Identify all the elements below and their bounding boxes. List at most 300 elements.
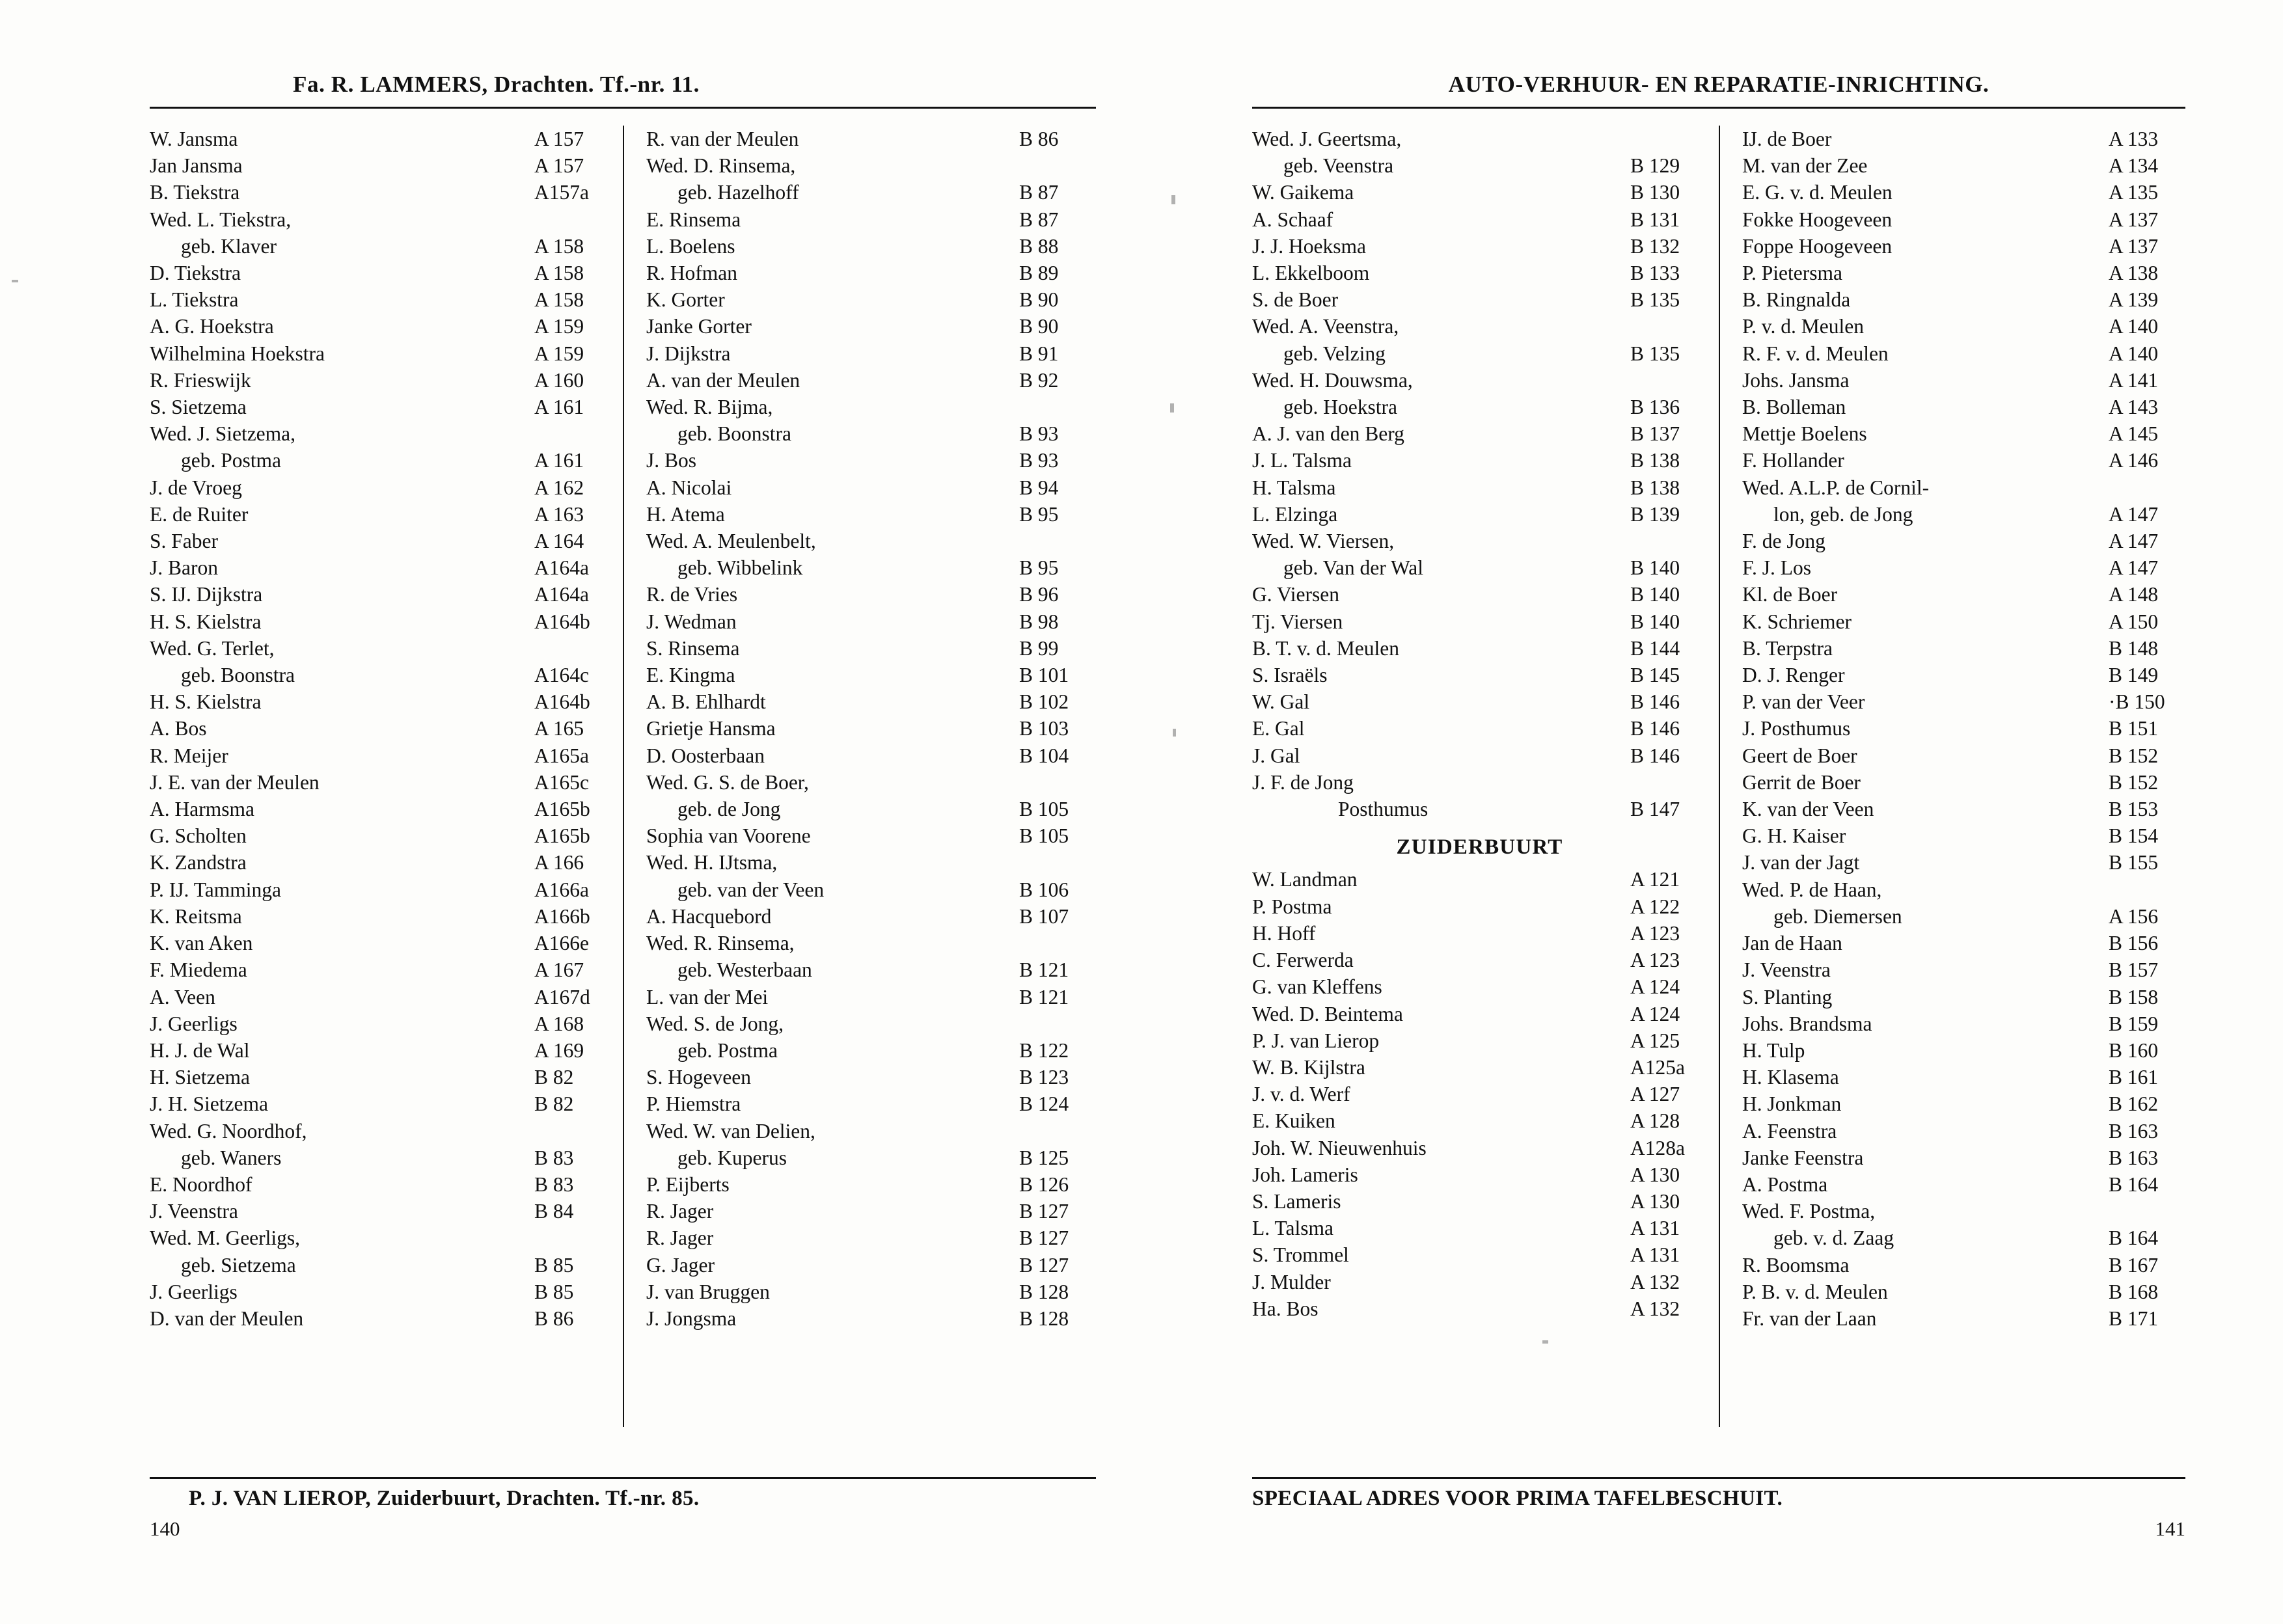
directory-entry [646, 635, 1096, 662]
entry-code: A 169 [534, 1038, 584, 1062]
entry-name: D. Oosterbaan [646, 744, 765, 767]
directory-entry [1742, 1090, 2185, 1117]
directory-entry [1252, 501, 1707, 528]
directory-entry [1742, 849, 2185, 876]
directory-entry [646, 581, 1096, 608]
entry-code: B 86 [534, 1306, 574, 1330]
entry-code: B 136 [1630, 396, 1680, 419]
entry-code: B 149 [2109, 664, 2159, 687]
directory-entry [1742, 340, 2185, 367]
directory-entry [1742, 152, 2185, 179]
entry-code: ·B 150 [2109, 690, 2165, 714]
entry-name: Ha. Bos [1252, 1297, 1319, 1320]
directory-entry [1252, 796, 1707, 822]
entry-code: B 167 [2109, 1253, 2159, 1277]
directory-entry [646, 313, 1096, 340]
entry-name: C. Ferwerda [1252, 949, 1354, 972]
page-spread [0, 72, 2283, 1568]
entry-code: A 135 [2109, 181, 2159, 204]
entry-name: P. IJ. Tamminga [150, 878, 281, 901]
entry-name: A. Nicolai [646, 476, 732, 499]
directory-entry [1252, 474, 1707, 501]
directory-entry [1252, 973, 1707, 1000]
directory-entry [646, 984, 1096, 1010]
directory-entry [1252, 581, 1707, 608]
entry-name: P. Eijberts [646, 1172, 730, 1196]
entry-code: A 131 [1630, 1243, 1680, 1267]
entry-name: K. Reitsma [150, 904, 242, 928]
entry-name: R. Jager [646, 1200, 714, 1223]
entry-code: B 96 [1019, 583, 1059, 606]
directory-entry [150, 662, 611, 688]
directory-entry [646, 1198, 1096, 1225]
directory-entry [646, 1171, 1096, 1198]
directory-entry [150, 501, 611, 528]
entry-code: B 140 [1630, 583, 1680, 606]
entry-name: geb. Postma [677, 1038, 778, 1062]
directory-entry [150, 688, 611, 715]
scan-speck [12, 280, 18, 282]
entry-name: Mettje Boelens [1742, 422, 1867, 446]
directory-entry [1742, 715, 2185, 742]
entry-name: H. Sietzema [150, 1066, 250, 1089]
entry-name: geb. Boonstra [677, 422, 791, 446]
directory-entry [1742, 1010, 2185, 1037]
entry-name: geb. Velzing [1283, 342, 1386, 365]
directory-entry [150, 635, 611, 662]
entry-name: F. J. Los [1742, 556, 1812, 580]
entry-name: P. v. d. Meulen [1742, 315, 1864, 338]
entry-name: Joh. W. Nieuwenhuis [1252, 1136, 1427, 1159]
directory-entry [646, 1064, 1096, 1090]
entry-code: A 147 [2109, 502, 2159, 526]
entry-code: B 93 [1019, 422, 1059, 446]
entry-code: B 163 [2109, 1146, 2159, 1169]
entry-name: Jan de Haan [1742, 932, 1842, 955]
entry-code: A 125 [1630, 1029, 1680, 1052]
directory-entry [150, 608, 611, 635]
entry-name: K. Schriemer [1742, 610, 1852, 633]
directory-entry [150, 715, 611, 742]
entry-code: B 93 [1019, 449, 1059, 472]
entry-code: B 94 [1019, 476, 1059, 499]
directory-entry [1252, 420, 1707, 447]
entry-code: B 137 [1630, 422, 1680, 446]
entry-name: L. Tiekstra [150, 288, 239, 312]
entry-code: B 131 [1630, 208, 1680, 231]
directory-entry [646, 608, 1096, 635]
directory-entry [1252, 1188, 1707, 1215]
directory-entry [150, 554, 611, 581]
entry-code: B 95 [1019, 556, 1059, 580]
entry-code: A 123 [1630, 921, 1680, 945]
entry-name: S. de Boer [1252, 288, 1339, 312]
entry-name: Johs. Jansma [1742, 368, 1850, 392]
directory-entry [1742, 822, 2185, 849]
entry-code: B 88 [1019, 234, 1059, 258]
directory-entry [646, 1010, 1096, 1037]
entry-name: Gerrit de Boer [1742, 770, 1861, 794]
entry-code: B 86 [1019, 128, 1059, 150]
directory-entry [150, 796, 611, 822]
directory-entry [1252, 1135, 1707, 1161]
directory-entry [1742, 1171, 2185, 1198]
directory-entry [646, 340, 1096, 367]
directory-entry [1252, 1161, 1707, 1188]
entry-name: geb. Sietzema [181, 1253, 296, 1277]
directory-entry [1742, 662, 2185, 688]
entry-code: A 150 [2109, 610, 2159, 633]
entry-name: Wed. J. Geertsma, [1252, 128, 1402, 150]
entry-name: Wed. G. Terlet, [150, 636, 275, 660]
directory-entry [1742, 876, 2185, 903]
left-column-2 [623, 126, 1096, 1427]
entry-name: geb. Boonstra [181, 664, 295, 687]
directory-entry [646, 528, 1096, 554]
directory-entry [646, 1090, 1096, 1117]
directory-entry [150, 420, 611, 447]
left-footer-block [0, 1477, 1142, 1541]
entry-name: S. Faber [150, 530, 218, 553]
entry-name: B. Terpstra [1742, 636, 1833, 660]
directory-entry [646, 420, 1096, 447]
directory-entry [1742, 1305, 2185, 1332]
entry-name: A. van der Meulen [646, 368, 800, 392]
entry-code: B 102 [1019, 690, 1069, 714]
entry-name: geb. Wibbelink [677, 556, 803, 580]
entry-code: B 83 [534, 1172, 574, 1196]
directory-entry [1742, 447, 2185, 474]
entry-name: Wed. M. Geerligs, [150, 1226, 301, 1250]
directory-entry [646, 286, 1096, 313]
directory-entry [646, 179, 1096, 206]
entry-name: D. van der Meulen [150, 1306, 304, 1330]
entry-code: A 161 [534, 396, 584, 419]
directory-entry [150, 1279, 611, 1305]
directory-entry [150, 930, 611, 956]
directory-entry [150, 206, 611, 233]
entry-code: A 140 [2109, 342, 2159, 365]
directory-entry [150, 956, 611, 983]
entry-name: A. Postma [1742, 1172, 1828, 1196]
directory-entry [1742, 608, 2185, 635]
entry-code: B 129 [1630, 154, 1680, 178]
entry-code: B 162 [2109, 1092, 2159, 1116]
directory-entry [646, 796, 1096, 822]
entry-name: Tj. Viersen [1252, 610, 1343, 633]
entry-name: Fokke Hoogeveen [1742, 208, 1893, 231]
entry-name: A. Hacquebord [646, 904, 772, 928]
entry-code: A 166 [534, 851, 584, 874]
directory-entry [1742, 260, 2185, 286]
scan-speck [1170, 403, 1174, 413]
entry-code: A 133 [2109, 128, 2159, 150]
directory-entry [646, 769, 1096, 796]
entry-code: A 132 [1630, 1297, 1680, 1320]
entry-code: A165b [534, 798, 590, 821]
directory-entry [150, 179, 611, 206]
directory-entry [1742, 1064, 2185, 1090]
entry-code: A166b [534, 904, 590, 928]
right-page-number: 141 [2155, 1517, 2185, 1540]
directory-entry [150, 903, 611, 930]
directory-entry [150, 581, 611, 608]
entry-code: A164b [534, 610, 590, 633]
directory-entry [1742, 956, 2185, 983]
entry-name: R. van der Meulen [646, 128, 799, 150]
directory-entry [1252, 715, 1707, 742]
entry-name: W. Landman [1252, 868, 1358, 891]
directory-entry [1742, 528, 2185, 554]
directory-entry [646, 1252, 1096, 1279]
entry-name: Wed. A. Veenstra, [1252, 315, 1399, 338]
entry-name: L. van der Mei [646, 985, 769, 1008]
entry-code: B 127 [1019, 1226, 1069, 1250]
directory-entry [1252, 662, 1707, 688]
entry-name: Jan Jansma [150, 154, 243, 178]
entry-name: Wed. P. de Haan, [1742, 878, 1882, 901]
entry-code: B 98 [1019, 610, 1059, 633]
entry-name: Wed. J. Sietzema, [150, 422, 296, 446]
entry-name: Wed. S. de Jong, [646, 1012, 784, 1035]
entry-code: B 158 [2109, 985, 2159, 1008]
directory-entry [150, 1252, 611, 1279]
directory-entry [1742, 1144, 2185, 1171]
directory-entry [646, 876, 1096, 903]
entry-code: A 140 [2109, 315, 2159, 338]
directory-entry [1252, 126, 1707, 152]
directory-entry [1252, 1215, 1707, 1241]
directory-entry [150, 822, 611, 849]
directory-entry [1742, 206, 2185, 233]
entry-name: Wed. D. Beintema [1252, 1002, 1403, 1025]
entry-name: geb. Waners [181, 1146, 282, 1169]
directory-entry [1742, 635, 2185, 662]
entry-name: geb. Klaver [181, 234, 277, 258]
directory-entry [1742, 554, 2185, 581]
entry-code: B 164 [2109, 1172, 2159, 1196]
entry-name: A. J. van den Berg [1252, 422, 1404, 446]
entry-code: A 168 [534, 1012, 584, 1035]
entry-code: B 105 [1019, 798, 1069, 821]
entry-code: B 146 [1630, 690, 1680, 714]
entry-code: A128a [1630, 1136, 1685, 1159]
directory-entry [150, 152, 611, 179]
entry-name: J. F. de Jong [1252, 770, 1354, 794]
entry-code: A 127 [1630, 1083, 1680, 1106]
directory-entry [646, 367, 1096, 394]
entry-name: S. Hogeveen [646, 1066, 751, 1089]
entry-code: B 146 [1630, 744, 1680, 767]
entry-name: S. IJ. Dijkstra [150, 583, 263, 606]
directory-entry [150, 126, 611, 152]
entry-name: G. Scholten [150, 824, 247, 848]
entry-code: B 126 [1019, 1172, 1069, 1196]
entry-name: G. H. Kaiser [1742, 824, 1846, 848]
directory-entry [1742, 1037, 2185, 1064]
directory-entry [1252, 260, 1707, 286]
entry-name: Wed. L. Tiekstra, [150, 208, 292, 231]
directory-entry [150, 233, 611, 260]
directory-entry [1252, 179, 1707, 206]
entry-name: geb. v. d. Zaag [1773, 1226, 1894, 1250]
directory-entry [646, 822, 1096, 849]
directory-entry [1252, 554, 1707, 581]
directory-entry [1252, 1001, 1707, 1027]
entry-code: A164b [534, 690, 590, 714]
left-running-head: Fa. R. LAMMERS, Drachten. Tf.-nr. 11. [293, 72, 700, 97]
directory-entry [1252, 1269, 1707, 1295]
entry-code: B 83 [534, 1146, 574, 1169]
entry-code: A 161 [534, 449, 584, 472]
directory-entry [1742, 126, 2185, 152]
directory-entry [646, 233, 1096, 260]
entry-code: B 127 [1019, 1200, 1069, 1223]
directory-entry [1742, 1279, 2185, 1305]
entry-name: F. Miedema [150, 958, 247, 982]
entry-code: B 147 [1630, 798, 1680, 821]
directory-entry [1742, 742, 2185, 769]
left-column-1 [150, 126, 623, 1427]
entry-code: B 89 [1019, 262, 1059, 285]
entry-name: geb. Diemersen [1773, 904, 1902, 928]
directory-entry [1252, 1027, 1707, 1054]
directory-entry [1742, 984, 2185, 1010]
directory-entry [646, 742, 1096, 769]
directory-entry [1252, 947, 1707, 973]
directory-entry [1252, 608, 1707, 635]
entry-name: E. Noordhof [150, 1172, 253, 1196]
entry-code: A 138 [2109, 262, 2159, 285]
entry-code: A164c [534, 664, 589, 687]
entry-name: geb. Hoekstra [1283, 396, 1397, 419]
entry-code: A 134 [2109, 154, 2159, 178]
entry-code: A 124 [1630, 1002, 1680, 1025]
directory-entry [150, 528, 611, 554]
section-heading-zuiderbuurt: ZUIDERBUURT [1396, 835, 1563, 859]
entry-code: A 143 [2109, 396, 2159, 419]
entry-name: J. E. van der Meulen [150, 770, 320, 794]
entry-name: G. van Kleffens [1252, 975, 1382, 999]
directory-entry [1252, 286, 1707, 313]
entry-code: B 90 [1019, 288, 1059, 312]
entry-code: B 107 [1019, 904, 1069, 928]
entry-name: L. Boelens [646, 234, 735, 258]
directory-entry [646, 447, 1096, 474]
directory-entry [1742, 581, 2185, 608]
entry-code: B 125 [1019, 1146, 1069, 1169]
entry-name: J. H. Sietzema [150, 1092, 268, 1116]
directory-entry [646, 1279, 1096, 1305]
directory-entry [1742, 1252, 2185, 1279]
entry-name: J. van Bruggen [646, 1280, 770, 1303]
directory-entry [646, 1118, 1096, 1144]
entry-code: A 164 [534, 530, 584, 553]
entry-name: E. Rinsema [646, 208, 741, 231]
entry-name: K. van Aken [150, 932, 253, 955]
entry-code: B 104 [1019, 744, 1069, 767]
entry-name: Fr. van der Laan [1742, 1306, 1877, 1330]
entry-name: A. Veen [150, 985, 215, 1008]
directory-entry [646, 474, 1096, 501]
directory-entry [1252, 1081, 1707, 1107]
entry-code: A 121 [1630, 868, 1680, 891]
directory-entry [646, 956, 1096, 983]
directory-entry [150, 984, 611, 1010]
directory-entry [150, 1171, 611, 1198]
entry-name: geb. Kuperus [677, 1146, 787, 1169]
entry-code: A165b [534, 824, 590, 848]
directory-entry [646, 554, 1096, 581]
directory-entry [150, 876, 611, 903]
entry-code: B 160 [2109, 1038, 2159, 1062]
entry-code: B 87 [1019, 208, 1059, 231]
entry-name: lon, geb. de Jong [1773, 502, 1913, 526]
entry-code: B 91 [1019, 342, 1059, 365]
right-column-1 [1252, 126, 1719, 1427]
entry-code: A 123 [1630, 949, 1680, 972]
entry-code: B 154 [2109, 824, 2159, 848]
entry-code: B 87 [1019, 181, 1059, 204]
entry-name: H. J. de Wal [150, 1038, 250, 1062]
entry-code: A 130 [1630, 1189, 1680, 1213]
directory-entry [1742, 501, 2185, 528]
directory-entry [1742, 313, 2185, 340]
entry-name: Foppe Hoogeveen [1742, 234, 1893, 258]
entry-code: A165a [534, 744, 589, 767]
entry-name: M. van der Zee [1742, 154, 1868, 178]
entry-name: Wed. R. Rinsema, [646, 932, 795, 955]
right-column-2 [1719, 126, 2185, 1427]
entry-name: geb. Van der Wal [1283, 556, 1423, 580]
entry-code: B 85 [534, 1253, 574, 1277]
left-columns [150, 126, 1096, 1427]
entry-code: B 168 [2109, 1280, 2159, 1303]
entry-name: IJ. de Boer [1742, 128, 1832, 150]
directory-entry [1742, 179, 2185, 206]
entry-code: B 146 [1630, 717, 1680, 740]
directory-entry [1742, 903, 2185, 930]
entry-name: G. Viersen [1252, 583, 1339, 606]
entry-code: B 135 [1630, 342, 1680, 365]
entry-name: W. Gaikema [1252, 181, 1354, 204]
directory-entry [646, 930, 1096, 956]
entry-name: Janke Feenstra [1742, 1146, 1864, 1169]
entry-code: A 137 [2109, 234, 2159, 258]
directory-entry [150, 286, 611, 313]
entry-name: Johs. Brandsma [1742, 1012, 1872, 1035]
left-page-number: 140 [150, 1517, 180, 1540]
entry-code: B 139 [1630, 502, 1680, 526]
entry-code: A 128 [1630, 1109, 1680, 1133]
entry-name: P. van der Veer [1742, 690, 1865, 714]
entry-name: E. Gal [1252, 717, 1305, 740]
entry-code: A 158 [534, 234, 584, 258]
entry-code: B 106 [1019, 878, 1069, 901]
directory-entry [1252, 206, 1707, 233]
directory-entry [1742, 394, 2185, 420]
entry-code: B 144 [1630, 636, 1680, 660]
left-foot-rule [150, 1477, 1096, 1479]
entry-code: B 138 [1630, 476, 1680, 499]
entry-name: H. Klasema [1742, 1066, 1839, 1089]
directory-entry [150, 260, 611, 286]
entry-code: B 157 [2109, 958, 2159, 982]
scan-speck [1171, 195, 1175, 204]
left-head-rule [150, 107, 1096, 109]
directory-entry [1742, 930, 2185, 956]
entry-code: A 160 [534, 368, 584, 392]
